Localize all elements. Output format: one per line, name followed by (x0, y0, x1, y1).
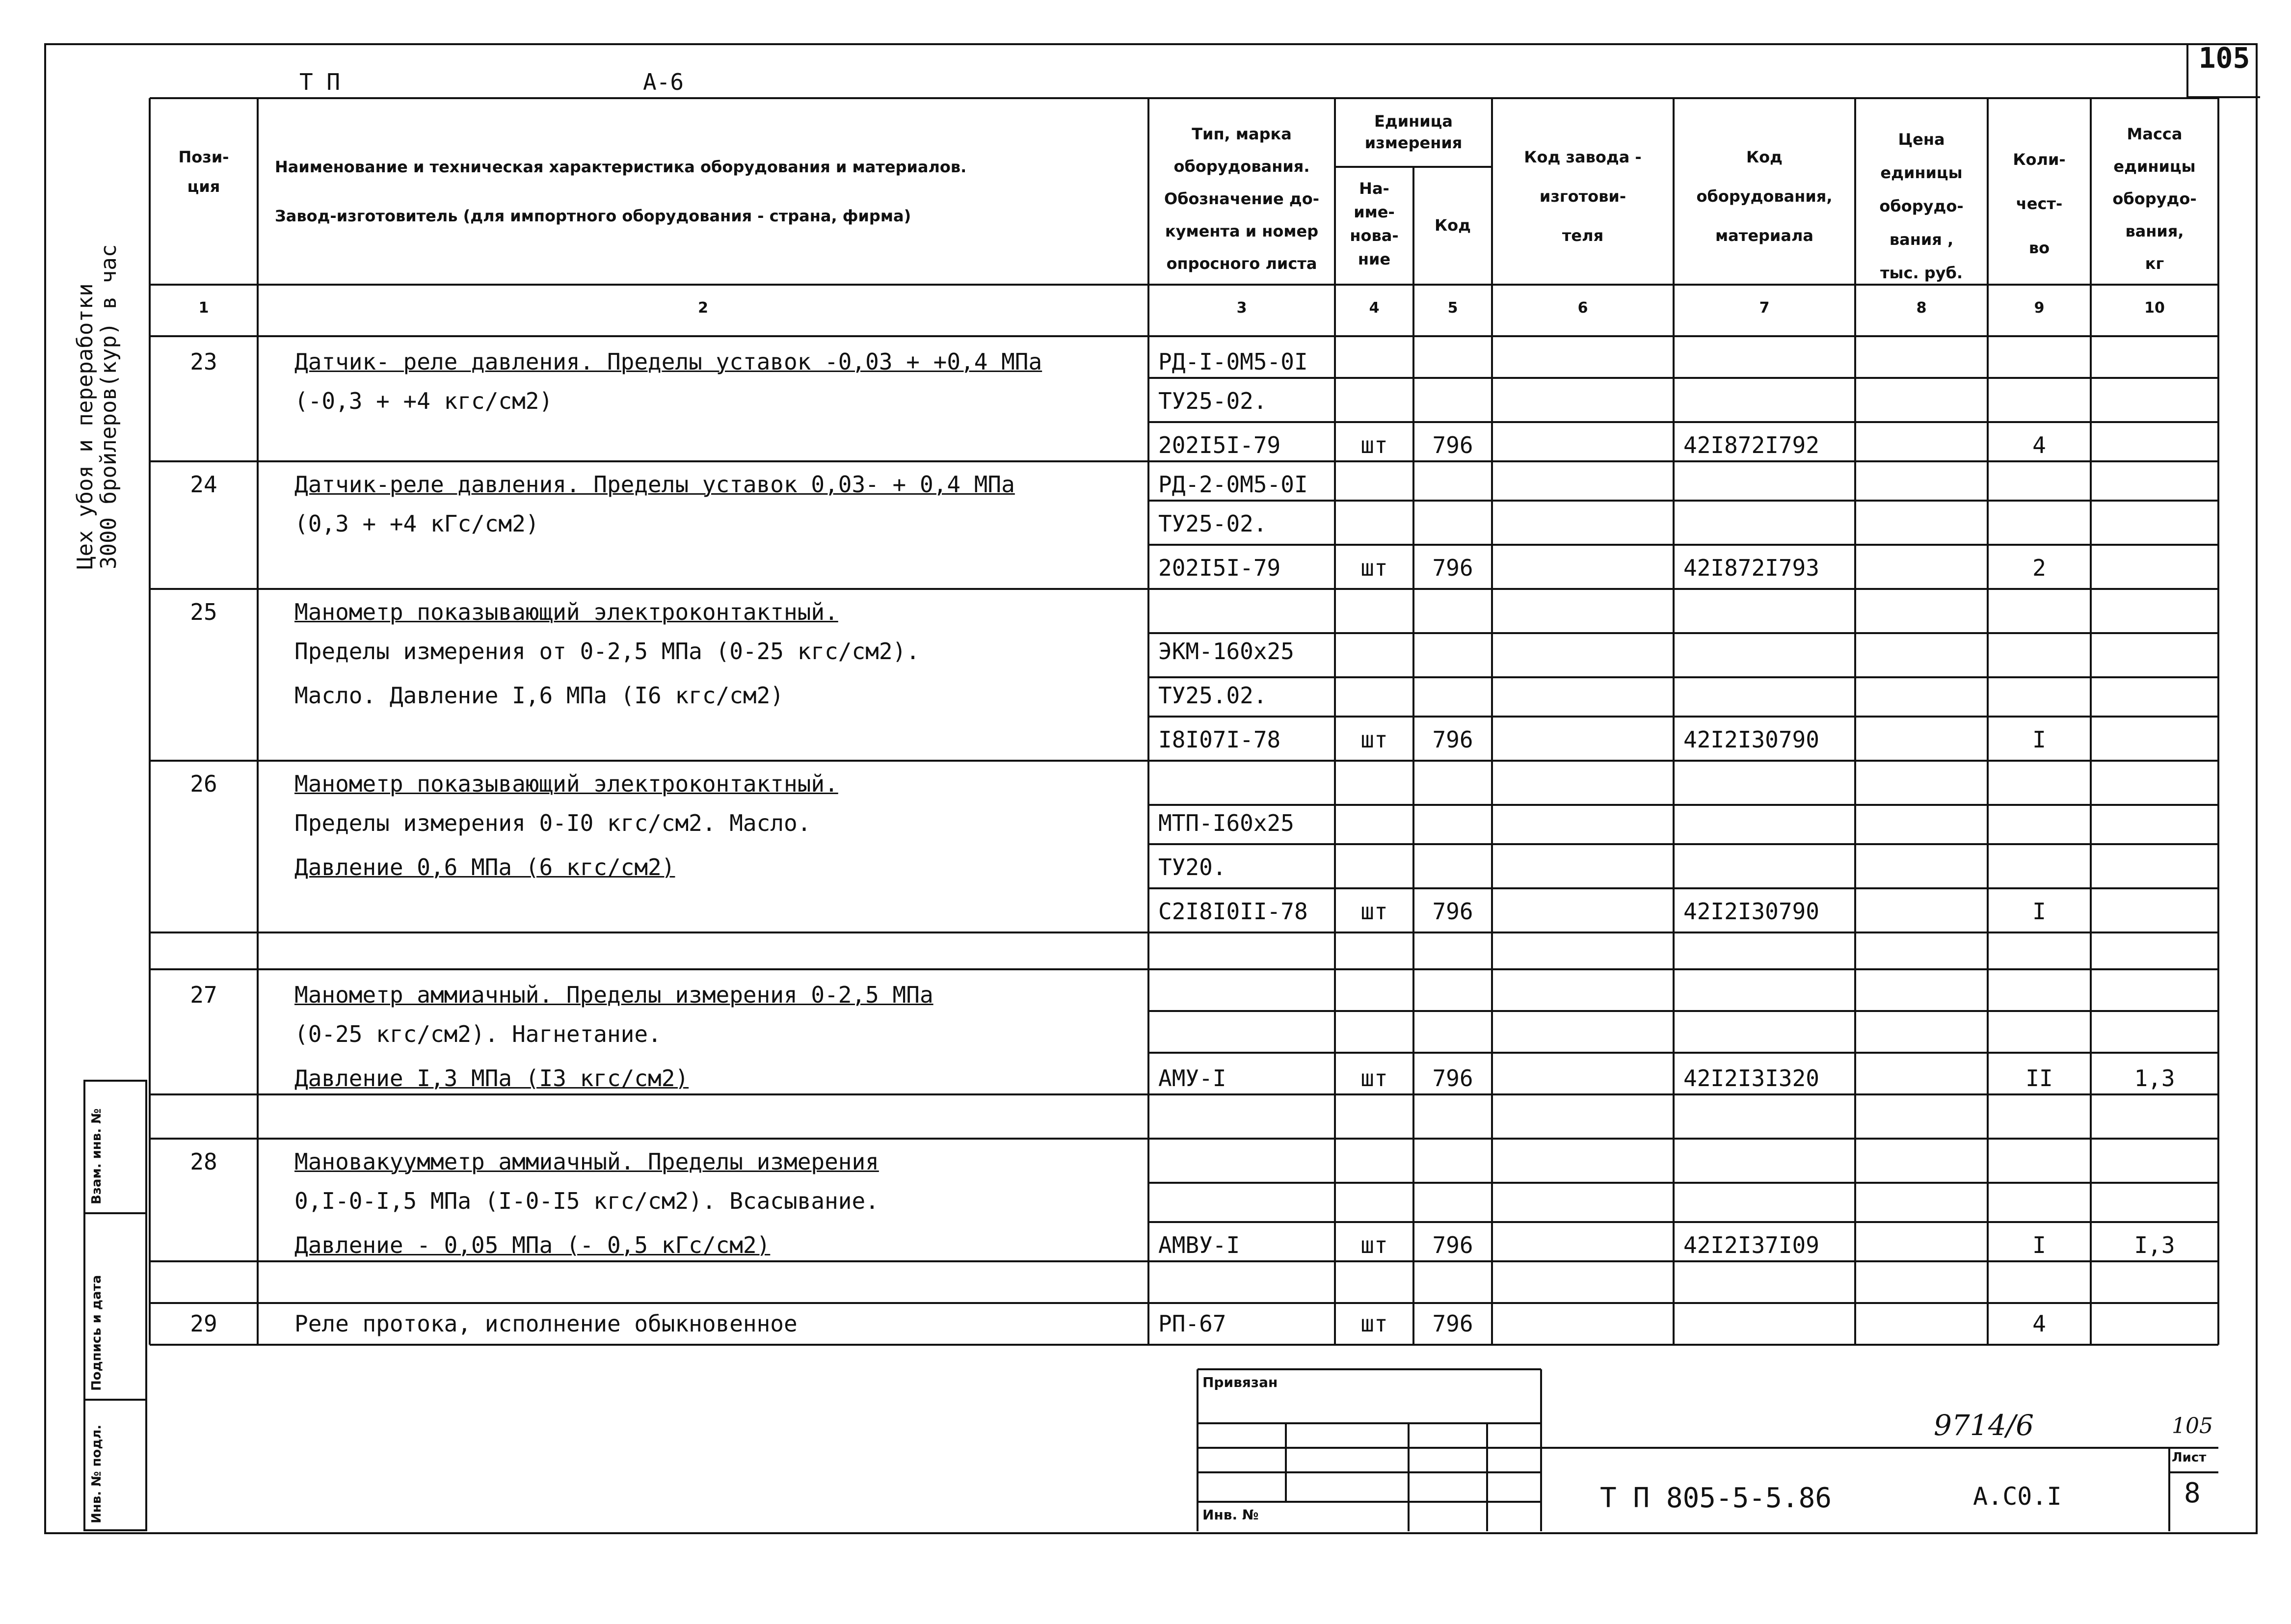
header-unit (1335, 110, 1492, 154)
row-type: ТУ25.02. (1158, 682, 1267, 709)
row-unit: шт (1360, 1232, 1388, 1258)
row-name: Датчик-реле давления. Пределы уставок 0,03- + 0,4 МПа (294, 471, 1015, 498)
title-doc-number: Т П 805-5-5.86 (1600, 1482, 1832, 1514)
row-name: Пределы измерения от 0-2,5 МПа (0-25 кгс/см2). (294, 638, 920, 665)
stamp-label-inv: Инв. № подл. (89, 1424, 104, 1523)
header-price-line-3: оборудо- (1879, 197, 1964, 215)
row-name: Мановакуумметр аммиачный. Пределы измерения (294, 1148, 879, 1175)
row-eqcode: 42I2I37I09 (1683, 1232, 1819, 1258)
row-code: 796 (1432, 432, 1473, 458)
title-handwritten-page: 105 (2172, 1413, 2213, 1438)
header-unit-name-line-2: име- (1354, 203, 1395, 221)
row-pos: 26 (190, 771, 217, 797)
row-mass: 1,3 (2134, 1065, 2175, 1092)
row-name: Датчик- реле давления. Пределы уставок -0,03 + +0,4 МПа (294, 348, 1042, 375)
header-type (1151, 118, 1332, 280)
sheet-corner-number: 105 (2186, 43, 2260, 98)
header-mass-line-3: оборудо- (2112, 189, 2197, 208)
header-mass (2091, 118, 2218, 280)
col-num-4: 4 (1369, 299, 1380, 317)
header-factory-code-line-3: теля (1562, 226, 1604, 245)
header-name-line-2: Завод-изготовитель (для импортного оборудования - страна, фирма) (275, 207, 911, 225)
header-mass-line-1: Масса (2127, 125, 2183, 143)
header-price-line-1: Цена (1898, 130, 1945, 149)
header-type-line-3: Обозначение до- (1164, 189, 1319, 208)
row-code: 796 (1432, 898, 1473, 925)
row-type: МТП-I60х25 (1158, 810, 1294, 836)
title-inv-label: Инв. № (1202, 1507, 1259, 1523)
row-type: 202I5I-79 (1158, 432, 1281, 458)
row-code: 796 (1432, 1065, 1473, 1092)
title-doc-mark: А.С0.I (1973, 1482, 2062, 1511)
row-pos: 29 (190, 1310, 217, 1337)
header-unit-line-2: измерения (1364, 133, 1463, 152)
row-code: 796 (1432, 726, 1473, 753)
side-title-line-2: 3000 бройлеров(кур) в час (96, 244, 121, 569)
row-qty: II (2025, 1065, 2053, 1092)
col-num-6: 6 (1577, 299, 1588, 317)
header-name (275, 142, 1148, 240)
header-type-line-2: оборудования. (1173, 157, 1310, 176)
row-unit: шт (1360, 1310, 1388, 1337)
title-list-number: 8 (2184, 1477, 2201, 1509)
header-equipment-code (1674, 137, 1855, 255)
row-name: Давление I,3 МПа (I3 кгс/см2) (294, 1065, 689, 1092)
header-factory-code-line-1: Код завода - (1524, 148, 1642, 166)
header-type-line-5: опросного листа (1166, 254, 1317, 273)
header-price-line-4: вания , (1889, 230, 1954, 249)
col-num-2: 2 (698, 299, 708, 317)
header-unit-line-1: Единица (1374, 112, 1453, 131)
row-pos: 28 (190, 1148, 217, 1175)
row-unit: шт (1360, 898, 1388, 925)
row-type: ТУ25-02. (1158, 388, 1267, 414)
title-handwritten-code: 9714/6 (1934, 1409, 2034, 1442)
col-num-7: 7 (1759, 299, 1770, 317)
header-price (1855, 123, 1988, 290)
col-num-8: 8 (1916, 299, 1927, 317)
row-unit: шт (1360, 1065, 1388, 1092)
row-code: 796 (1432, 1310, 1473, 1337)
header-mass-line-4: вания, (2125, 222, 2184, 240)
row-name: Давление - 0,05 МПа (- 0,5 кГс/см2) (294, 1232, 771, 1258)
row-type: 202I5I-79 (1158, 555, 1281, 581)
header-factory-code-line-2: изготови- (1539, 187, 1626, 206)
header-position (150, 142, 258, 201)
row-name: Пределы измерения 0-I0 кгс/см2. Масло. (294, 810, 811, 836)
row-name: Манометр показывающий электроконтактный. (294, 599, 838, 625)
row-unit: шт (1360, 432, 1388, 458)
header-quantity (1988, 137, 2091, 270)
col-num-5: 5 (1447, 299, 1458, 317)
row-name: 0,I-0-I,5 МПа (I-0-I5 кгс/см2). Всасывание. (294, 1188, 879, 1214)
col-num-1: 1 (198, 299, 209, 317)
header-unit-name-line-3: нова- (1350, 226, 1399, 245)
header-price-line-2: единицы (1880, 163, 1963, 182)
row-mass: I,3 (2134, 1232, 2175, 1258)
col-num-10: 10 (2144, 299, 2165, 317)
row-pos: 23 (190, 348, 217, 375)
side-title-line-1: Цех убоя и переработки (73, 283, 98, 569)
row-code: 796 (1432, 555, 1473, 581)
row-name: Реле протока, исполнение обыкновенное (294, 1310, 798, 1337)
header-unit-code: Код (1435, 216, 1471, 235)
row-name: Масло. Давление I,6 МПа (I6 кгс/см2) (294, 682, 784, 709)
row-type: ТУ20. (1158, 854, 1226, 880)
row-qty: I (2032, 1232, 2046, 1258)
row-qty: 2 (2032, 555, 2046, 581)
row-eqcode: 42I2I3I320 (1683, 1065, 1819, 1092)
header-quantity-line-2: чест- (2016, 194, 2063, 213)
top-mid-label: А-6 (643, 69, 684, 95)
header-position-line-2: ция (187, 177, 220, 196)
row-pos: 24 (190, 471, 217, 498)
top-left-label: Т П (299, 69, 341, 95)
row-type: АМУ-I (1158, 1065, 1226, 1092)
row-type: РП-67 (1158, 1310, 1226, 1337)
col-num-9: 9 (2034, 299, 2045, 317)
header-unit-name-line-4: ние (1358, 250, 1391, 268)
row-name: (0-25 кгс/см2). Нагнетание. (294, 1021, 662, 1047)
header-name-line-1: Наименование и техническая характеристика оборудования и материалов. (275, 158, 967, 176)
col-num-3: 3 (1236, 299, 1247, 317)
row-eqcode: 42I872I792 (1683, 432, 1819, 458)
header-quantity-line-1: Коли- (2013, 150, 2066, 169)
header-position-line-1: Пози- (178, 148, 229, 166)
row-name: Манометр показывающий электроконтактный. (294, 771, 838, 797)
row-pos: 25 (190, 599, 217, 625)
header-type-line-4: кумента и номер (1165, 222, 1319, 240)
stamp-label-sign: Подпись и дата (89, 1275, 104, 1391)
row-name: (0,3 + +4 кГс/см2) (294, 510, 539, 537)
row-type: РД-I-0М5-0I (1158, 348, 1308, 375)
row-type: С2I8I0II-78 (1158, 898, 1308, 925)
row-eqcode: 42I2I30790 (1683, 726, 1819, 753)
header-price-line-5: тыс. руб. (1880, 264, 1963, 282)
header-unit-name-line-1: На- (1359, 179, 1389, 198)
row-type: АМВУ-I (1158, 1232, 1240, 1258)
header-mass-line-5: кг (2145, 254, 2164, 273)
row-type: РД-2-0М5-0I (1158, 471, 1308, 498)
header-factory-code (1492, 137, 1674, 255)
row-qty: I (2032, 898, 2046, 925)
title-list-label: Лист (2172, 1450, 2207, 1465)
row-name: (-0,3 + +4 кгс/см2) (294, 388, 553, 414)
row-code: 796 (1432, 1232, 1473, 1258)
title-privyazan: Привязан (1202, 1374, 1278, 1390)
row-eqcode: 42I872I793 (1683, 555, 1819, 581)
row-qty: 4 (2032, 432, 2046, 458)
header-mass-line-2: единицы (2113, 157, 2196, 176)
header-type-line-1: Тип, марка (1192, 125, 1292, 143)
row-type: I8I07I-78 (1158, 726, 1281, 753)
header-quantity-line-3: во (2028, 239, 2050, 257)
row-name: Манометр аммиачный. Пределы измерения 0-2,5 МПа (294, 982, 933, 1008)
row-unit: шт (1360, 555, 1388, 581)
row-qty: I (2032, 726, 2046, 753)
stamp-label-replace: Взам. инв. № (89, 1108, 104, 1204)
row-unit: шт (1360, 726, 1388, 753)
header-equipment-code-line-1: Код (1746, 148, 1783, 166)
row-qty: 4 (2032, 1310, 2046, 1337)
row-type: ТУ25-02. (1158, 510, 1267, 537)
header-unit-name (1335, 177, 1413, 271)
row-type: ЭКМ-160х25 (1158, 638, 1294, 665)
header-equipment-code-line-3: материала (1715, 226, 1813, 245)
row-eqcode: 42I2I30790 (1683, 898, 1819, 925)
row-name: Давление 0,6 МПа (6 кгс/см2) (294, 854, 675, 880)
row-pos: 27 (190, 982, 217, 1008)
header-equipment-code-line-2: оборудования, (1696, 187, 1833, 206)
